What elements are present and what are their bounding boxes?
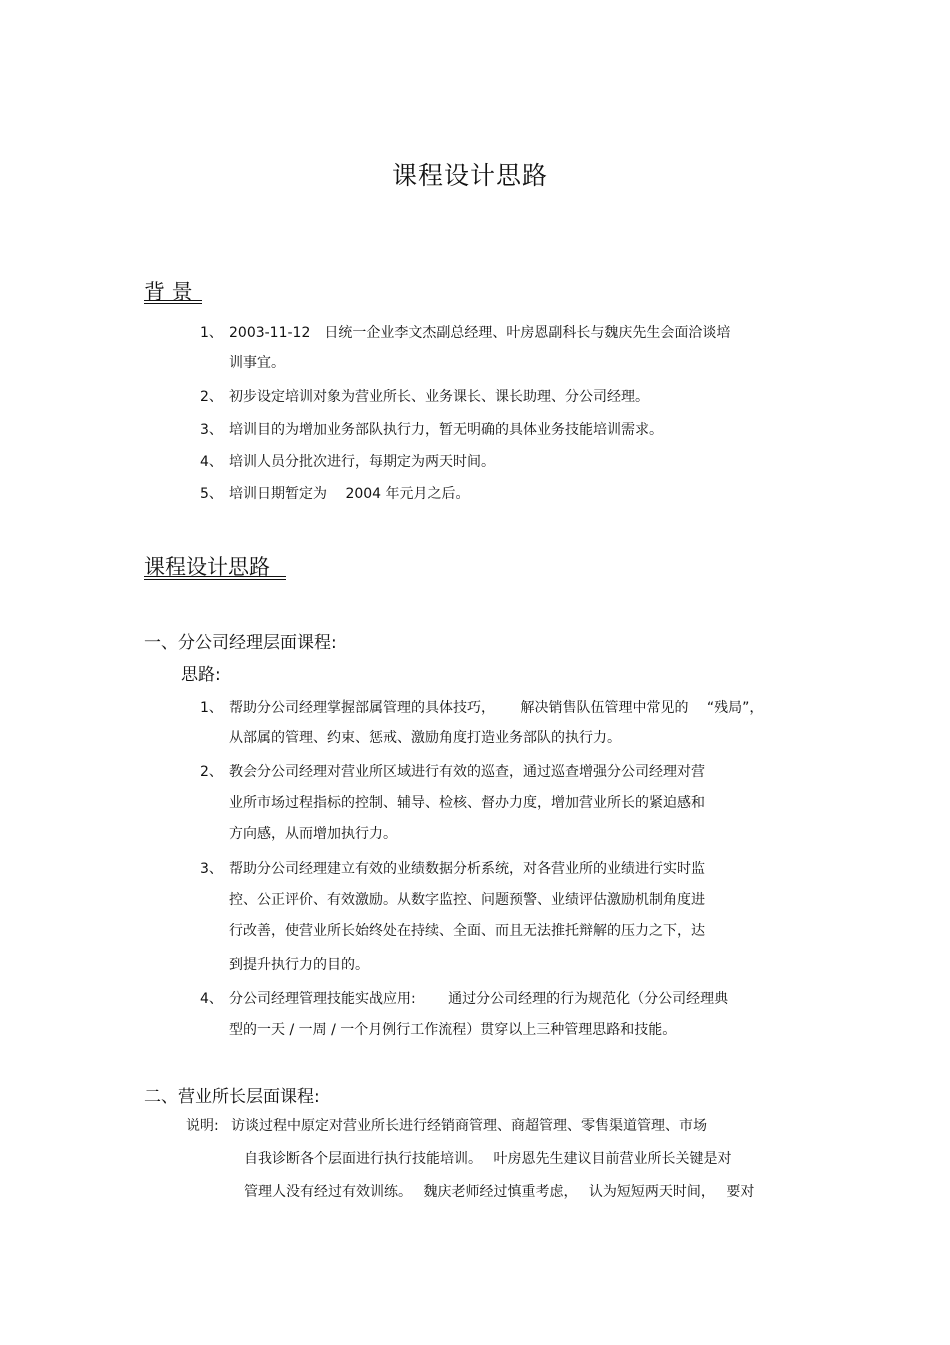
background-heading-underline: [144, 300, 202, 301]
section2-title: 二、营业所长层面课程:: [144, 1087, 320, 1107]
background-heading-underline: [144, 303, 202, 304]
item-line: 业所市场过程指标的控制、辅导、检核、督办力度，增加营业所长的紧迫感和: [229, 795, 705, 811]
design-heading: 课程设计思路: [144, 555, 270, 579]
item-line: 培训日期暂定为 2004 年元月之后。: [229, 486, 470, 502]
item-line: 培训目的为增加业务部队执行力，暂无明确的具体业务技能培训需求。: [229, 422, 663, 438]
item-line: 帮助分公司经理建立有效的业绩数据分析系统，对各营业所的业绩进行实时监: [229, 861, 705, 877]
document-title: 课程设计思路: [391, 161, 548, 190]
section1-title: 一、分公司经理层面课程:: [144, 633, 337, 653]
section2-label: 说明:: [186, 1118, 219, 1134]
item-line: 型的一天 / 一周 / 一个月例行工作流程）贯穿以上三种管理思路和技能。: [229, 1022, 677, 1038]
design-heading-underline: [144, 579, 286, 580]
item-line: 教会分公司经理对营业所区域进行有效的巡查，通过巡查增强分公司经理对营: [229, 764, 705, 780]
item-line: 训事宜。: [229, 355, 285, 371]
section1-label: 思路:: [181, 665, 221, 685]
item-line: 从部属的管理、约束、惩戒、激励角度打造业务部队的执行力。: [229, 730, 621, 746]
section2-line: 自我诊断各个层面进行执行技能培训。 叶房恩先生建议目前营业所长关键是对: [244, 1151, 732, 1167]
item-line: 方向感，从而增加执行力。: [229, 826, 397, 842]
item-line: 控、公正评价、有效激励。从数字监控、问题预警、业绩评估激励机制角度进: [229, 892, 705, 908]
design-heading-underline: [144, 576, 286, 577]
item-line: 2003-11-12 日统一企业李文杰副总经理、叶房恩副科长与魏庆先生会面洽谈培: [229, 325, 731, 341]
item-line: 分公司经理管理技能实战应用: 通过分公司经理的行为规范化（分公司经理典: [229, 991, 729, 1007]
item-line: 初步设定培训对象为营业所长、业务课长、课长助理、分公司经理。: [229, 389, 649, 405]
item-line: 培训人员分批次进行，每期定为两天时间。: [229, 454, 495, 470]
background-heading: 背 景: [144, 280, 193, 304]
section2-line: 管理人没有经过有效训练。 魏庆老师经过慎重考虑， 认为短短两天时间， 要对: [244, 1184, 755, 1200]
item-line: 行改善，使营业所长始终处在持续、全面、而且无法推托辩解的压力之下，达: [229, 923, 705, 939]
section2-line: 访谈过程中原定对营业所长进行经销商管理、商超管理、零售渠道管理、市场: [231, 1118, 707, 1134]
item-line: 到提升执行力的目的。: [229, 957, 369, 973]
item-line: 帮助分公司经理掌握部属管理的具体技巧， 解决销售队伍管理中常见的 “残局”，: [229, 700, 764, 716]
